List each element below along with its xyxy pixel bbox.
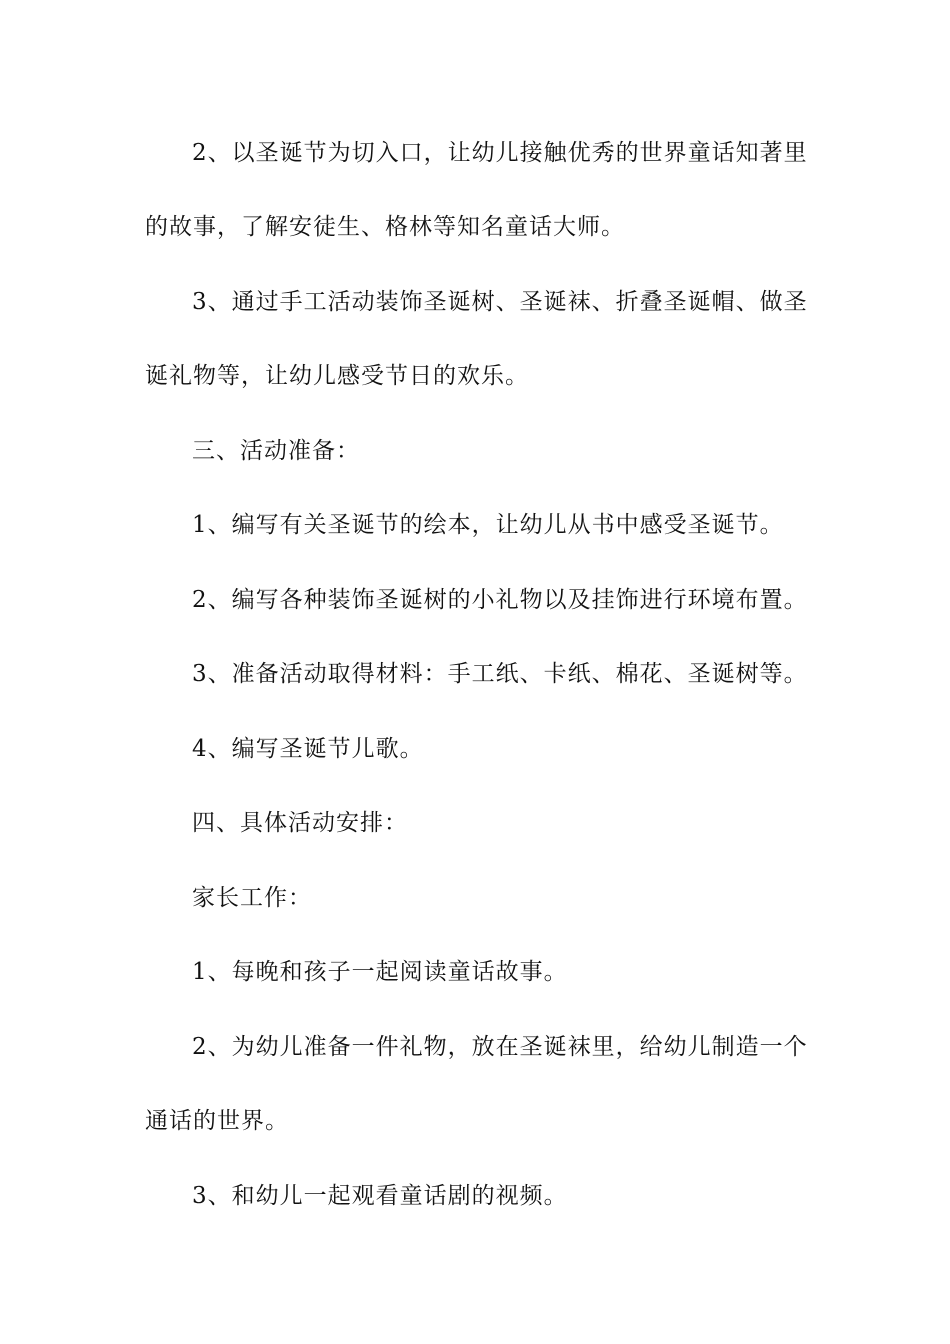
paragraph-line: 1、编写有关圣诞节的绘本，让幼儿从书中感受圣诞节。 xyxy=(192,512,784,538)
paragraph-line: 诞礼物等，让幼儿感受节日的欢乐。 xyxy=(145,363,529,389)
paragraph-line: 4、编写圣诞节儿歌。 xyxy=(192,736,424,762)
paragraph-line: 3、准备活动取得材料：手工纸、卡纸、棉花、圣诞树等。 xyxy=(192,661,808,687)
paragraph-line: 2、编写各种装饰圣诞树的小礼物以及挂饰进行环境布置。 xyxy=(192,587,808,613)
paragraph-line: 1、每晚和孩子一起阅读童话故事。 xyxy=(192,959,568,985)
paragraph-line: 的故事，了解安徒生、格林等知名童话大师。 xyxy=(145,214,625,240)
subsection-heading: 家长工作： xyxy=(192,885,312,911)
paragraph-line: 通话的世界。 xyxy=(145,1108,289,1134)
paragraph-line: 2、为幼儿准备一件礼物，放在圣诞袜里，给幼儿制造一个 xyxy=(192,1034,808,1060)
paragraph-line: 3、和幼儿一起观看童话剧的视频。 xyxy=(192,1183,568,1209)
paragraph-line: 2、以圣诞节为切入口，让幼儿接触优秀的世界童话知著里 xyxy=(192,140,808,166)
section-heading: 三、活动准备： xyxy=(192,438,360,464)
section-heading: 四、具体活动安排： xyxy=(192,810,408,836)
paragraph-line: 3、通过手工活动装饰圣诞树、圣诞袜、折叠圣诞帽、做圣 xyxy=(192,289,808,315)
